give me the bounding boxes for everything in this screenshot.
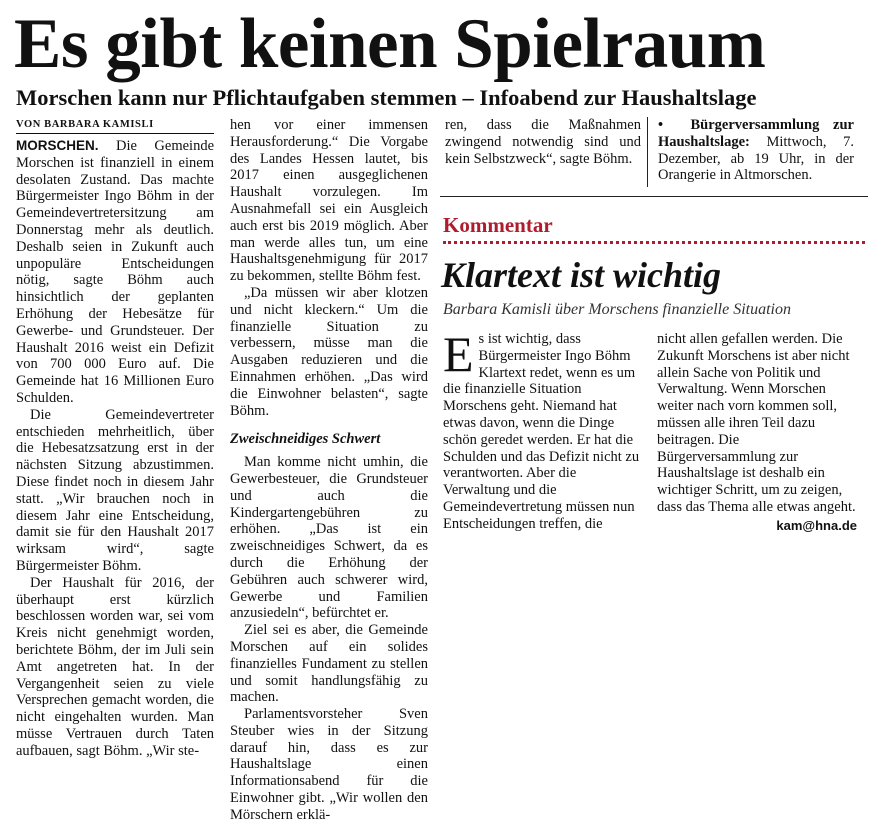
crosshead: Zweischneidiges Schwert	[230, 431, 381, 448]
article-column-2	[230, 117, 428, 824]
notice-text: Mittwoch, 7. Dezember, ab 19 Uhr, in der Orangerie in Altmorschen.	[658, 133, 855, 184]
author-email: kam@hna.de	[776, 517, 857, 533]
article-paragraph: Parlamentsvorsteher Sven Steuber wies in der Sitzung darauf hin, dass es zur Haushaltslage einen Informationsabend für die Einwohner gibt. „Wir wollen den Mörschern erklä-	[230, 706, 428, 823]
article-paragraph: ren, dass die Maßnahmen zwingend notwendig sind und kein Selbstzweck“, sagte Böhm.	[445, 117, 641, 167]
commentary-subtitle: Barbara Kamisli über Morschens finanzielle Situation	[443, 301, 791, 318]
article-paragraph: „Da müssen wir aber klotzen und nicht kleckern.“ Um die finanzielle Situation zu verbessern, müsse man die Ausgaben reduzieren und die Einnahmen erhöhen. „Das wird die Einwohner belasten“, sagte Böhm.	[230, 284, 428, 419]
commentary-text: nicht allen gefallen werden. Die Zukunft Morschens ist aber nicht allein Sache von Politik und Verwaltung. Wenn Morschen weiter nach vorn kommen soll, müssen alle ihren Teil dazu beitragen. Die Bürgerversammlung zur Haushaltslage ist deshalb ein wichtiger Schritt, um zu zeigen, dass das Thema alle etwas angeht.	[657, 331, 856, 515]
article-column-1	[16, 117, 214, 759]
article-paragraph: Die Gemeindevertreter entschieden mehrheitlich, über die Hebesatzsatzung erst in der nächsten Sitzung abzustimmen. Diese findet noch in diesem Jahr statt. „Wir brauchen noch in diesem Jahr eine Entscheidung, damit sie für den Haushalt 2017 wirksam wird“, sagte Bürgermeister Böhm.	[16, 406, 214, 574]
commentary-kicker: Kommentar	[443, 213, 553, 237]
commentary-text: s ist wichtig, dass Bürgermeister Ingo Böhm Klartext redet, wenn es um die finanzielle Situation Morschens geht. Niemand hat etwas davon, wenn die Dinge schön geredet werden. Er hat die Schulden und das Defizit nicht zu verantworten. Aber die Verwaltung und die Gemeindevertretung müssen nun Entscheidungen treffen, die	[443, 331, 640, 532]
event-notice	[658, 117, 854, 184]
commentary-title: Klartext ist wichtig	[441, 255, 722, 295]
dotted-divider	[443, 241, 865, 244]
article-paragraph: hen vor einer immensen Herausforderung.“ Die Vorgabe des Landes Hessen lautet, bis 2017 einen ausgeglichenen Haushalt vorzulegen. Im Ausnahmefall sei ein Ausgleich auch erst bis 2019 möglich. Aber man werde alles tun, um eine Haushaltsgenehmigung für 2017 zu bekommen, stellte Böhm fest.	[230, 117, 428, 285]
headline: Es gibt keinen Spielraum	[14, 5, 766, 83]
article-paragraph: Man komme nicht umhin, die Gewerbesteuer, die Grundsteuer und auch die Kindergartengebühren zu erhöhen. „Das ist ein zweischneidiges Schwert, da es durch die Erhöhung der Gebühren auch schwerer wird, Gewerbe und Familien anzusiedeln“, befürchtet er.	[230, 454, 428, 622]
article-paragraph: Der Haushalt für 2016, der überhaupt erst kürzlich beschlossen worden war, sei vom Kreis nicht genehmigt worden, berichtete Böhm, der im Juli sein Amt angetreten hat. In der Vergangenheit seien zu viele Versprechen gemacht worden, die nicht eingehalten wurden. Man müsse Vertrauen durch Taten aufbauen, sagt Böhm. „Wir ste-	[16, 574, 214, 759]
drop-cap: E	[443, 326, 474, 382]
notice-label: Bürgerversammlung zur Haushaltslage:	[658, 117, 854, 150]
article-column-3	[445, 117, 641, 167]
bullet-icon: •	[658, 117, 664, 133]
dateline: MORSCHEN.	[16, 138, 99, 153]
byline: VON BARBARA KAMISLI	[16, 117, 214, 134]
commentary-column-2	[657, 331, 857, 535]
article-paragraph: Ziel sei es aber, die Gemeinde Morschen auf ein solides finanzielles Fundament zu stellen und somit handlungsfähig zu machen.	[230, 622, 428, 706]
article-paragraph: MORSCHEN. Die Gemeinde Morschen ist finanziell in einem desolaten Zustand. Das machte Bürgermeister Ingo Böhm in der Gemeindevertretersitzung am Donnerstag mehr als deutlich. Deshalb seien in Zukunft auch unpopuläre Entscheidungen nötig, sagte Böhm auch hinsichtlich der geplanten Erhöhung der Hebesätze für Gewerbe- und Grundsteuer. Der Haushalt 2016 weist ein Defizit von 700 000 Euro auf. Die Gemeinde hat 16 Millionen Euro Schulden.	[16, 138, 214, 406]
commentary-column-1	[443, 326, 643, 533]
section-divider	[440, 196, 868, 197]
subheadline: Morschen kann nur Pflichtaufgaben stemmen – Infoabend zur Haushaltslage	[16, 85, 757, 110]
column-divider	[647, 117, 648, 187]
